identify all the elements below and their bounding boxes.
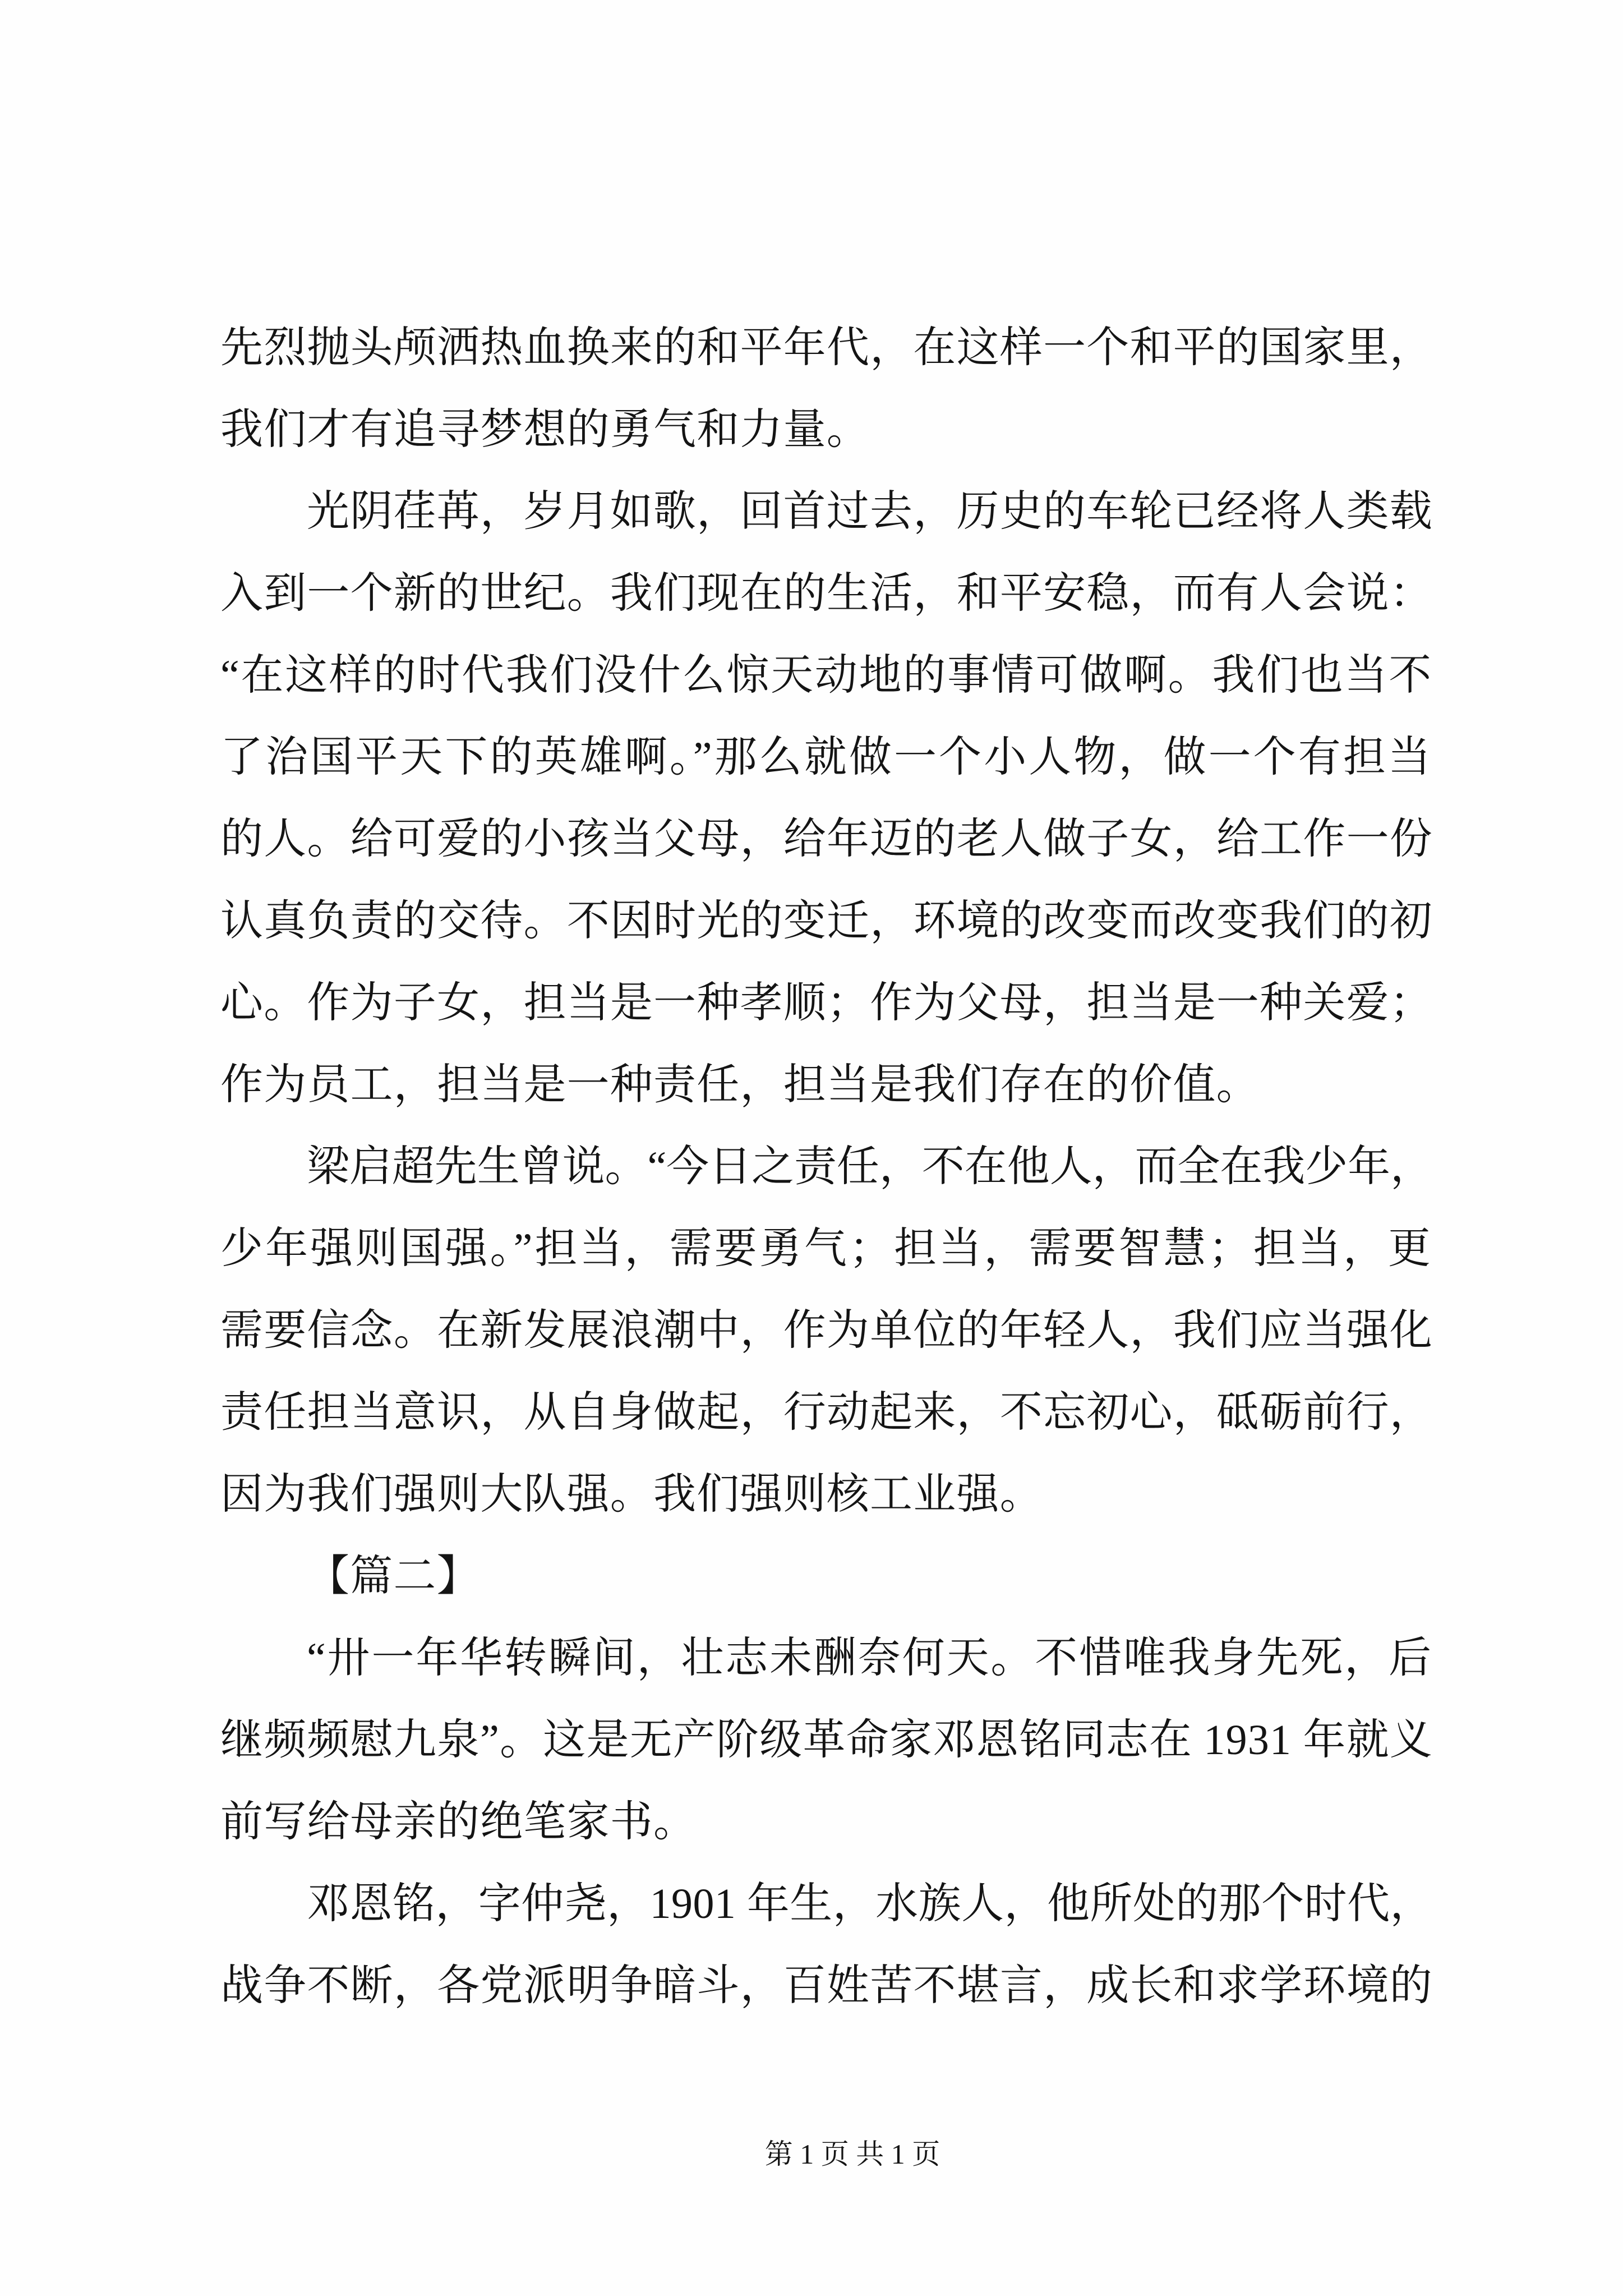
text-line: “卅一年华转瞬间，壮志未酬奈何天。不惜唯我身先死，后 <box>307 1635 1433 1682</box>
text-line: 的人。给可爱的小孩当父母，给年迈的老人做子女，给工作一份 <box>220 816 1433 863</box>
text-line: 前写给母亲的绝笔家书。 <box>220 1798 697 1846</box>
text-line: 少年强则国强。”担当，需要勇气；担当，需要智慧；担当，更 <box>220 1225 1433 1272</box>
text-line: 入到一个新的世纪。我们现在的生活，和平安稳，而有人会说： <box>220 570 1433 617</box>
paragraph <box>220 1535 1433 1617</box>
text-line: 战争不断，各党派明争暗斗，百姓苦不堪言，成长和求学环境的 <box>220 1962 1433 2009</box>
text-line: 心。作为子女，担当是一种孝顺；作为父母，担当是一种关爱； <box>220 979 1433 1027</box>
page-footer: 第 1 页 共 1 页 <box>764 2138 940 2170</box>
text-line: 了治国平天下的英雄啊。”那么就做一个小人物，做一个有担当 <box>220 734 1433 781</box>
text-line: 我们才有追寻梦想的勇气和力量。 <box>220 406 870 453</box>
text-line: 光阴荏苒，岁月如歌，回首过去，历史的车轮已经将人类载 <box>307 488 1433 535</box>
text-line: “在这样的时代我们没什么惊天动地的事情可做啊。我们也当不 <box>220 652 1433 699</box>
text-line: 继频频慰九泉”。这是无产阶级革命家邓恩铭同志在 1931 年就义 <box>220 1717 1433 1764</box>
paragraph <box>220 1617 1433 1863</box>
text-line: 因为我们强则大队强。我们强则核工业强。 <box>220 1471 1043 1518</box>
text-line: 梁启超先生曾说。“今日之责任，不在他人，而全在我少年， <box>307 1143 1433 1190</box>
section-heading: 【篇二】 <box>307 1553 480 1600</box>
document-body <box>220 307 1433 2027</box>
text-line: 作为员工，担当是一种责任，担当是我们存在的价值。 <box>220 1061 1260 1108</box>
paragraph <box>220 1126 1433 1535</box>
text-line: 邓恩铭，字仲尧，1901 年生，水族人，他所处的那个时代， <box>307 1880 1433 1927</box>
paragraph <box>220 307 1433 471</box>
text-line: 责任担当意识，从自身做起，行动起来，不忘初心，砥砺前行， <box>220 1389 1433 1436</box>
paragraph <box>220 471 1433 1126</box>
paragraph <box>220 1863 1433 2027</box>
text-line: 认真负责的交待。不因时光的变迁，环境的改变而改变我们的初 <box>220 898 1433 945</box>
text-line: 需要信念。在新发展浪潮中，作为单位的年轻人，我们应当强化 <box>220 1307 1433 1354</box>
text-line: 先烈抛头颅洒热血换来的和平年代，在这样一个和平的国家里， <box>220 324 1433 371</box>
